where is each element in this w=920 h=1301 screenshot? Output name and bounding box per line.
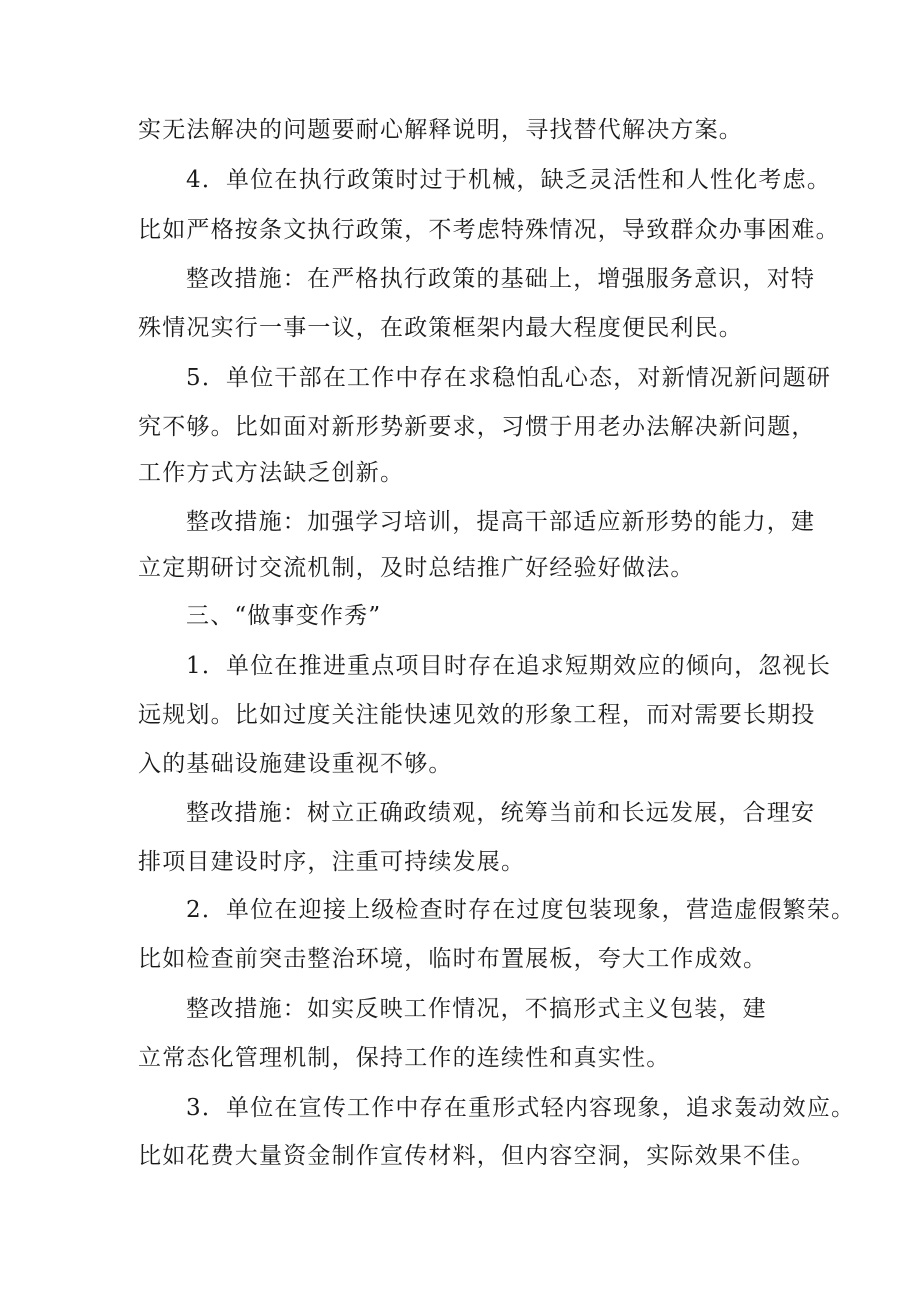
text-line: 立定期研讨交流机制，及时总结推广好经验好做法。 <box>138 555 695 581</box>
text-line: 排项目建设时序，注重可持续发展。 <box>138 849 526 875</box>
text-line: 整改措施：在严格执行政策的基础上，增强服务意识，对特 <box>186 266 816 292</box>
text-line: 比如检查前突击整治环境，临时布置展板，夸大工作成效。 <box>138 946 768 972</box>
text-line: 比如花费大量资金制作宣传材料，但内容空洞，实际效果不佳。 <box>138 1143 816 1169</box>
text-line: 究不够。比如面对新形势新要求，习惯于用老办法解决新问题， <box>138 414 816 440</box>
text-line: 整改措施：如实反映工作情况，不搞形式主义包装，建 <box>186 996 767 1022</box>
text-line: 远规划。比如过度关注能快速见效的形象工程，而对需要长期投 <box>138 702 816 728</box>
text-line: 4．单位在执行政策时过于机械，缺乏灵活性和人性化考虑。 <box>186 167 832 193</box>
text-line: 立常态化管理机制，保持工作的连续性和真实性。 <box>138 1045 671 1071</box>
text-line: 入的基础设施建设重视不够。 <box>138 751 453 777</box>
text-line: 整改措施：加强学习培训，提高干部适应新形势的能力，建 <box>186 509 816 535</box>
text-line: 实无法解决的问题要耐心解释说明，寻找替代解决方案。 <box>138 117 743 143</box>
text-line: 殊情况实行一事一议，在政策框架内最大程度便民利民。 <box>138 315 743 341</box>
text-line: 5．单位干部在工作中存在求稳怕乱心态，对新情况新问题研 <box>186 365 832 391</box>
section-heading: 三、“做事变作秀” <box>186 603 382 629</box>
text-line: 2．单位在迎接上级检查时存在过度包装现象，营造虚假繁荣。 <box>186 897 856 923</box>
text-line: 整改措施：树立正确政绩观，统筹当前和长远发展，合理安 <box>186 800 816 826</box>
text-line: 3．单位在宣传工作中存在重形式轻内容现象，追求轰动效应。 <box>186 1095 856 1121</box>
text-line: 比如严格按条文执行政策，不考虑特殊情况，导致群众办事困难。 <box>138 217 840 243</box>
text-line: 1．单位在推进重点项目时存在追求短期效应的倾向，忽视长 <box>186 653 832 679</box>
text-line: 工作方式方法缺乏创新。 <box>138 460 405 486</box>
